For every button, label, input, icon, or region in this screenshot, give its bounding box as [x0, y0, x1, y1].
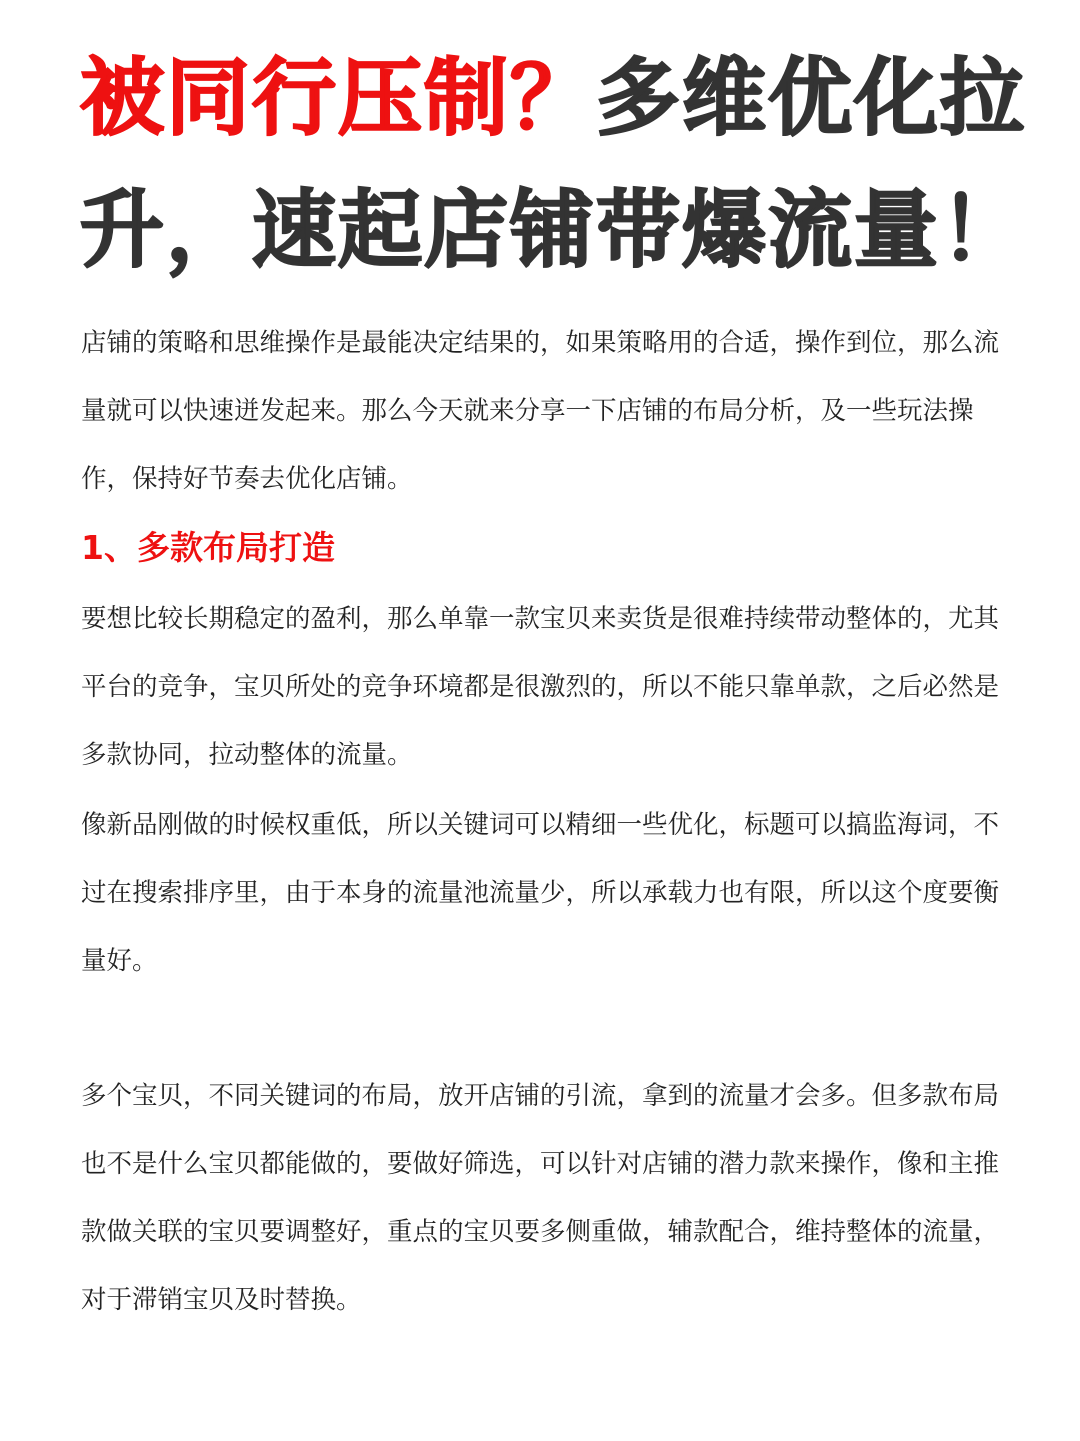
headline-line-1 [80, 49, 1027, 147]
body-paragraph: 像新品刚做的时候权重低，所以关键词可以精细一些优化，标题可以搞监海词，不过在搜索排序里，由于本身的流量池流量少，所以承载力也有限，所以这个度要衡量好。 [81, 810, 1000, 976]
body-paragraph: 要想比较长期稳定的盈利，那么单靠一款宝贝来卖货是很难持续带动整体的，尤其平台的竞争，宝贝所处的竞争环境都是很激烈的，所以不能只靠单款，之后必然是多款协同，拉动整体的流量。 [81, 604, 1000, 770]
body-paragraph: 多个宝贝，不同关键词的布局，放开店铺的引流，拿到的流量才会多。但多款布局也不是什么宝贝都能做的，要做好筛选，可以针对店铺的潜力款来操作，像和主推款做关联的宝贝要调整好，重点的宝贝要多侧重做，辅款配合，维持整体的流量，对于滞销宝贝及时替换。 [81, 1081, 1000, 1315]
intro-paragraph: 店铺的策略和思维操作是最能决定结果的，如果策略用的合适，操作到位，那么流量就可以快速迸发起来。那么今天就来分享一下店铺的布局分析，及一些玩法操作，保持好节奏去优化店铺。 [81, 328, 1000, 494]
headline-accent: 被同行压制？ [80, 49, 597, 147]
section-heading: 1、多款布局打造 [81, 528, 335, 567]
headline-line-2: 升，速起店铺带爆流量！ [80, 181, 1027, 279]
headline-rest: 多维优化拉 [596, 49, 1027, 147]
